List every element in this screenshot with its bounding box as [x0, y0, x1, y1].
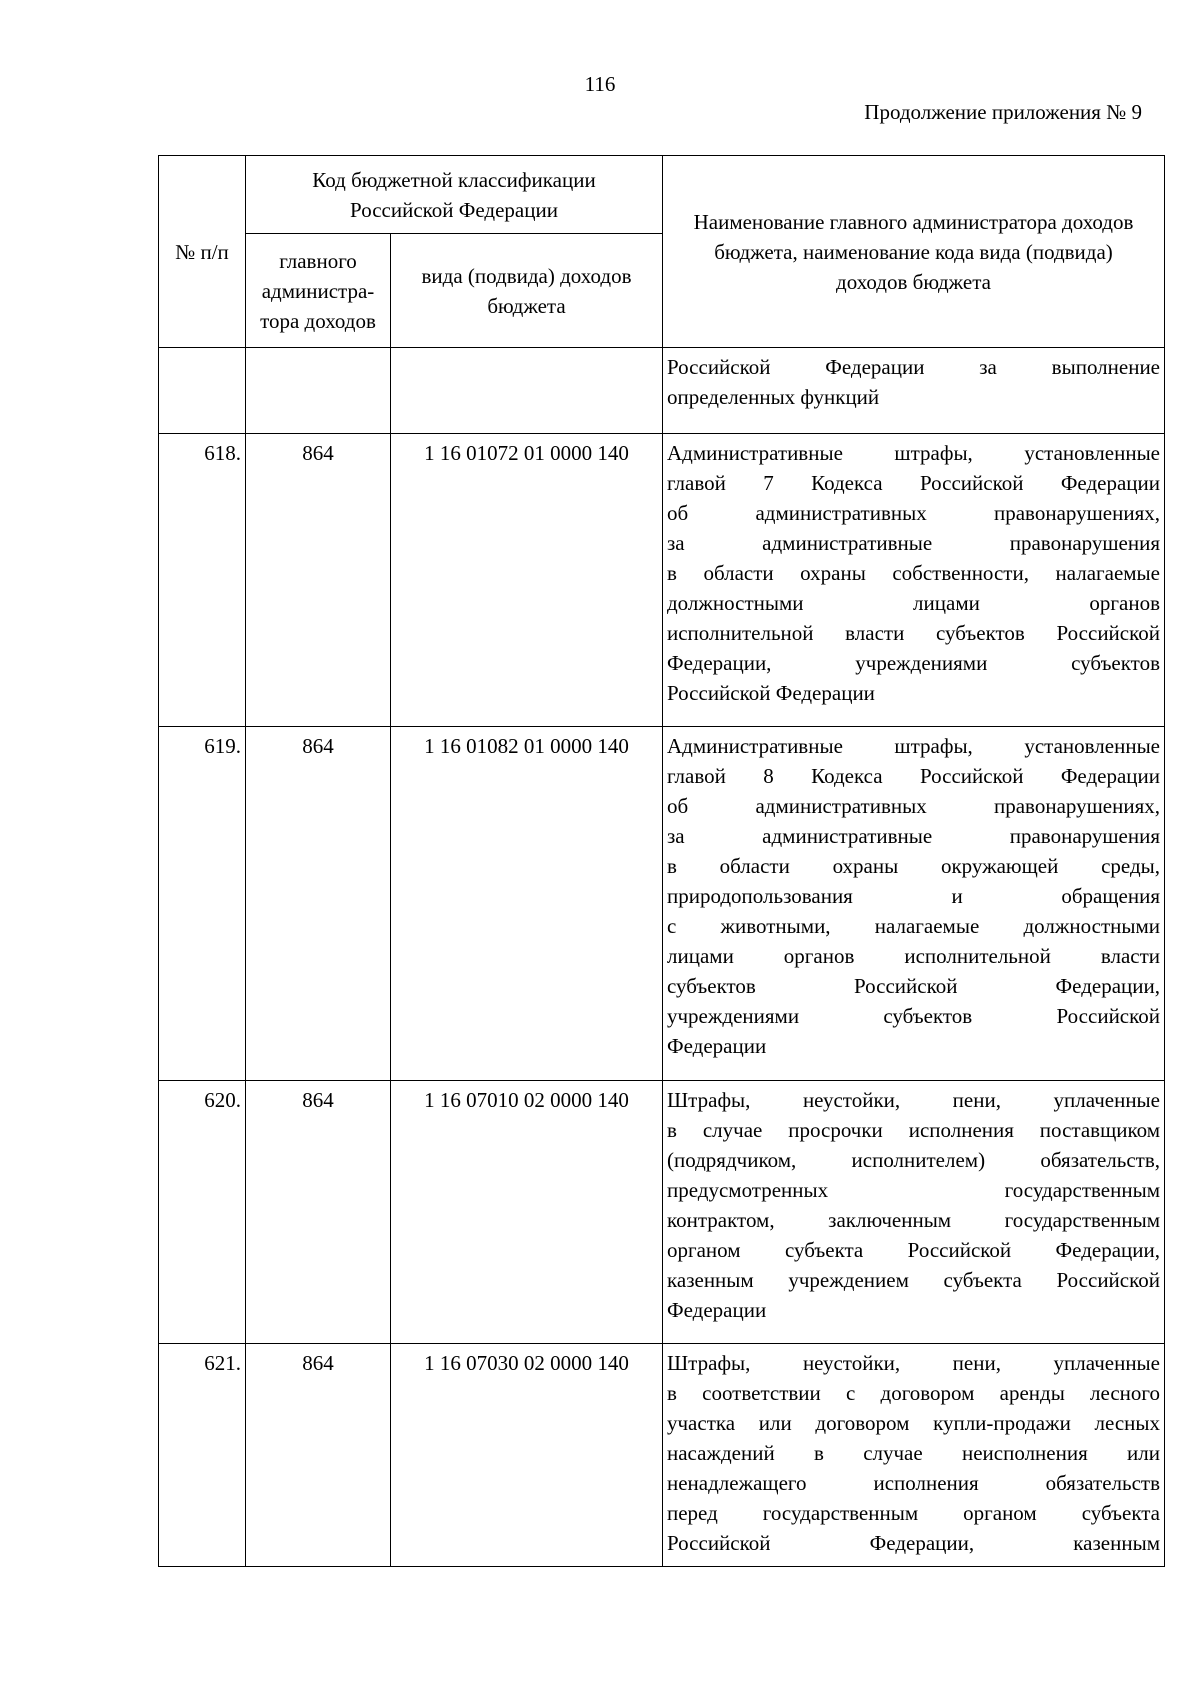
description-line: казенным учреждением субъекта Российской — [667, 1268, 1160, 1292]
description-line: определенных функций — [667, 385, 880, 409]
column-header-number: № п/п — [159, 156, 246, 348]
cell-admin-code: 864 — [246, 1344, 391, 1567]
table-row — [159, 1344, 1165, 1567]
description-line: Российской Федерации — [667, 681, 875, 705]
description-line: контрактом, заключенным государственным — [667, 1208, 1160, 1232]
description-line: главой 7 Кодекса Российской Федерации — [667, 471, 1160, 495]
description-line: в области охраны собственности, налагаемые — [667, 561, 1160, 585]
cell-admin-code — [246, 348, 391, 434]
description-line: насаждений в случае неисполнения или — [667, 1441, 1160, 1465]
description-line: перед государственным органом субъекта — [667, 1501, 1160, 1525]
description-line: учреждениями субъектов Российской — [667, 1004, 1160, 1028]
table-row — [159, 727, 1165, 1081]
description-line: с животными, налагаемые должностными — [667, 914, 1160, 938]
cell-number — [159, 348, 246, 434]
description-line: об административных правонарушениях, — [667, 501, 1160, 525]
table-row — [159, 1081, 1165, 1344]
description-line: Российской Федерации за выполнение — [667, 355, 1160, 379]
budget-classification-table — [158, 155, 1165, 1567]
description-line: Российской Федерации, казенным — [667, 1531, 1160, 1555]
description-line: ненадлежащего исполнения обязательств — [667, 1471, 1160, 1495]
cell-description — [663, 727, 1165, 1081]
table-row — [159, 434, 1165, 727]
cell-admin-code: 864 — [246, 434, 391, 727]
description-line: предусмотренных государственным — [667, 1178, 1160, 1202]
description-line: Административные штрафы, установленные — [667, 734, 1160, 758]
cell-description — [663, 348, 1165, 434]
cell-number: 621. — [159, 1344, 246, 1567]
description-line: органом субъекта Российской Федерации, — [667, 1238, 1160, 1262]
cell-income-code: 1 16 01082 01 0000 140 — [391, 727, 663, 1081]
cell-description — [663, 434, 1165, 727]
cell-number: 618. — [159, 434, 246, 727]
column-header-admin-code: главного администра-тора доходов — [246, 234, 391, 348]
description-line: участка или договором купли-продажи лесных — [667, 1411, 1160, 1435]
column-header-name: Наименование главного администратора доходов бюджета, наименование кода вида (подвида) доходов бюджета — [663, 156, 1165, 348]
table-row-continued — [159, 348, 1165, 434]
cell-admin-code: 864 — [246, 727, 391, 1081]
description-line: в области охраны окружающей среды, — [667, 854, 1160, 878]
description-line: Федерации — [667, 1298, 767, 1322]
description-line: (подрядчиком, исполнителем) обязательств, — [667, 1148, 1160, 1172]
description-line: Штрафы, неустойки, пени, уплаченные — [667, 1088, 1160, 1112]
page-number: 116 — [584, 72, 616, 96]
cell-income-code — [391, 348, 663, 434]
cell-income-code: 1 16 07010 02 0000 140 — [391, 1081, 663, 1344]
description-line: за административные правонарушения — [667, 824, 1160, 848]
description-line: Административные штрафы, установленные — [667, 441, 1160, 465]
description-line: Федерации, учреждениями субъектов — [667, 651, 1160, 675]
cell-description — [663, 1081, 1165, 1344]
description-line: об административных правонарушениях, — [667, 794, 1160, 818]
cell-description — [663, 1344, 1165, 1567]
description-line: в соответствии с договором аренды лесного — [667, 1381, 1160, 1405]
description-line: должностными лицами органов — [667, 591, 1160, 615]
cell-number: 620. — [159, 1081, 246, 1344]
column-header-income-code: вида (подвида) доходов бюджета — [391, 234, 663, 348]
description-line: Штрафы, неустойки, пени, уплаченные — [667, 1351, 1160, 1375]
description-line: за административные правонарушения — [667, 531, 1160, 555]
cell-number: 619. — [159, 727, 246, 1081]
cell-income-code: 1 16 07030 02 0000 140 — [391, 1344, 663, 1567]
cell-admin-code: 864 — [246, 1081, 391, 1344]
description-line: Федерации — [667, 1034, 767, 1058]
description-line: лицами органов исполнительной власти — [667, 944, 1160, 968]
description-line: природопользования и обращения — [667, 884, 1160, 908]
description-line: в случае просрочки исполнения поставщиком — [667, 1118, 1160, 1142]
column-header-code-group: Код бюджетной классификации Российской Федерации — [246, 156, 663, 234]
appendix-continuation-label: Продолжение приложения № 9 — [864, 100, 1142, 124]
description-line: главой 8 Кодекса Российской Федерации — [667, 764, 1160, 788]
description-line: исполнительной власти субъектов Российской — [667, 621, 1160, 645]
description-line: субъектов Российской Федерации, — [667, 974, 1160, 998]
cell-income-code: 1 16 01072 01 0000 140 — [391, 434, 663, 727]
